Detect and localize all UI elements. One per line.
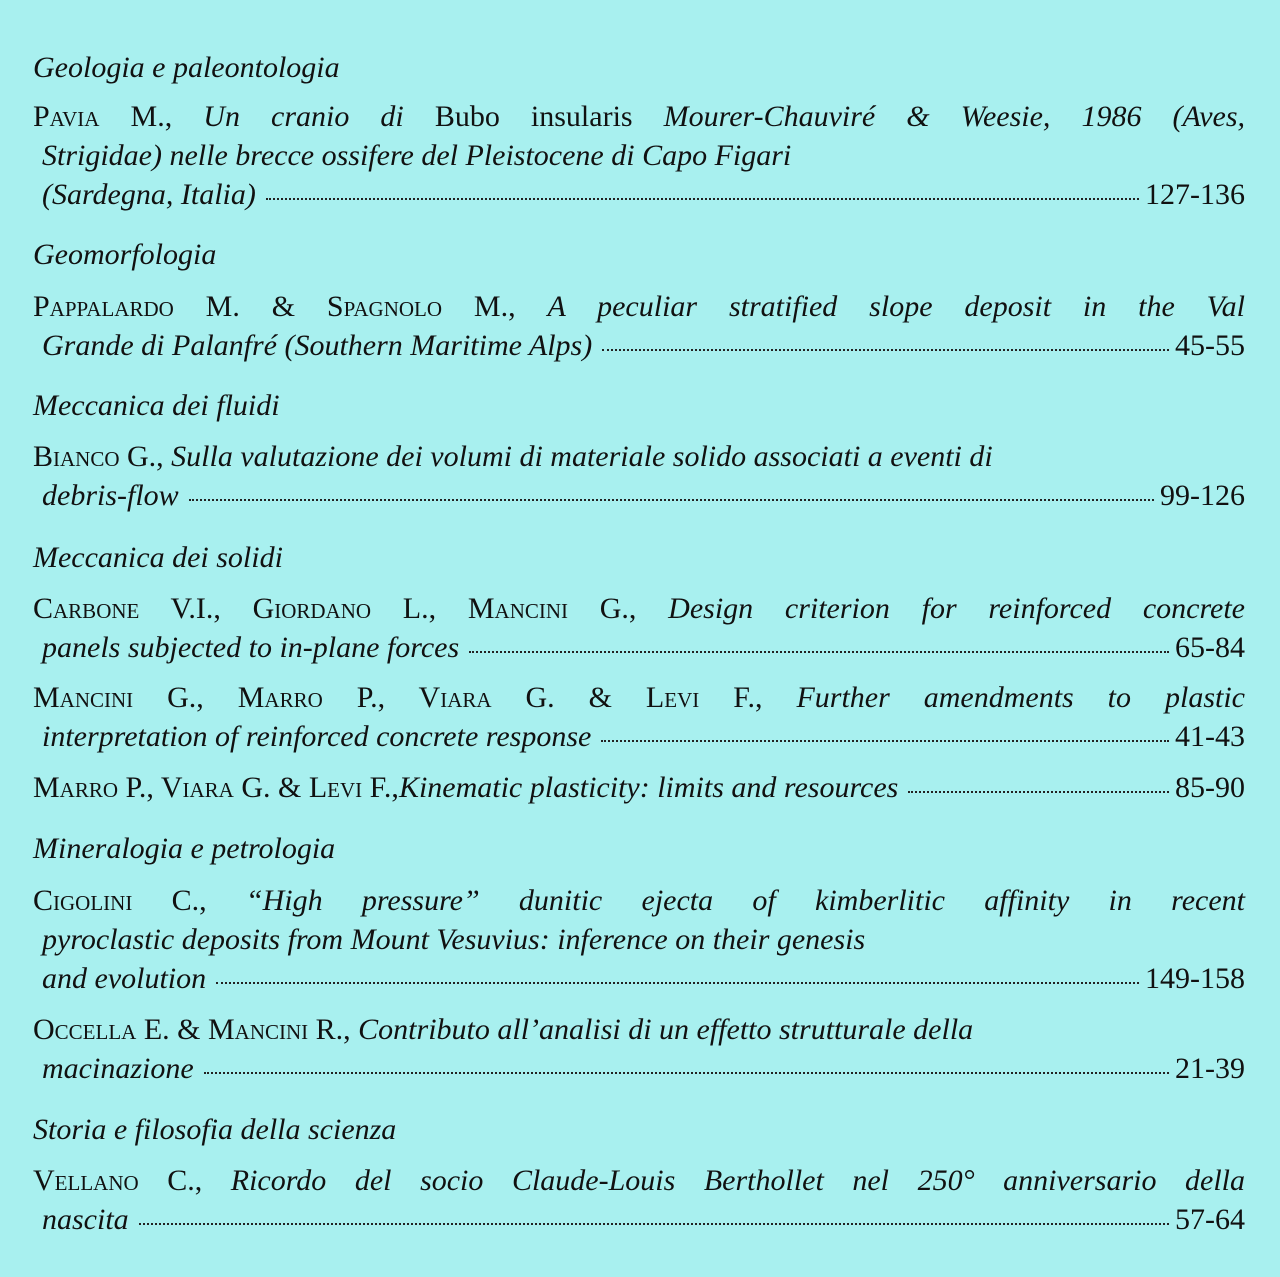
entry-line: debris-flow 99-126	[42, 479, 1245, 512]
section-heading: Meccanica dei solidi	[33, 541, 283, 574]
dot-leader	[216, 982, 1139, 984]
entry-line: Pavia M., Un cranio di Bubo insularis Mourer-Chauviré & Weesie, 1986 (Aves,	[33, 100, 1246, 133]
entry-line: Marro P., Viara G. & Levi F., Kinematic plasticity: limits and resources 85-90	[33, 771, 1245, 804]
dot-leader	[469, 651, 1169, 653]
section-heading: Mineralogia e petrologia	[33, 832, 336, 865]
entry-line: nascita 57-64	[42, 1203, 1245, 1236]
dot-leader	[908, 791, 1169, 793]
entry-line: interpretation of reinforced concrete response 41-43	[42, 720, 1245, 753]
entry-line: macinazione 21-39	[42, 1052, 1245, 1085]
entry-line: Vellano C., Ricordo del socio Claude-Louis Berthollet nel 250° anniversario della	[33, 1164, 1245, 1197]
entry-line: Bianco G., Sulla valutazione dei volumi di materiale solido associati a eventi di	[33, 440, 993, 473]
entry-line: and evolution 149-158	[42, 962, 1245, 995]
page-range: 149-158	[1145, 962, 1245, 995]
entry-line: Cigolini C., “High pressure” dunitic ejecta of kimberlitic affinity in recent	[33, 884, 1246, 917]
section-heading: Geologia e paleontologia	[33, 51, 340, 84]
section-heading: Geomorfologia	[33, 238, 217, 271]
page-range: 57-64	[1175, 1203, 1245, 1236]
page-range: 45-55	[1175, 329, 1245, 362]
dot-leader	[139, 1223, 1169, 1225]
section-heading: Meccanica dei fluidi	[33, 389, 280, 422]
section-heading: Storia e filosofia della scienza	[33, 1113, 397, 1146]
page-range: 21-39	[1175, 1052, 1245, 1085]
page-range: 41-43	[1175, 720, 1245, 753]
entry-line: Strigidae) nelle brecce ossifere del Pleistocene di Capo Figari	[42, 139, 792, 172]
entry-line: pyroclastic deposits from Mount Vesuvius: inference on their genesis	[42, 923, 866, 956]
dot-leader	[601, 740, 1169, 742]
dot-leader	[204, 1072, 1169, 1074]
entry-line: Grande di Palanfré (Southern Maritime Alps) 45-55	[42, 329, 1245, 362]
dot-leader	[602, 349, 1169, 351]
entry-line: Carbone V.I., Giordano L., Mancini G., Design criterion for reinforced concrete	[33, 592, 1245, 625]
entry-line: Mancini G., Marro P., Viara G. & Levi F., Further amendments to plastic	[33, 681, 1245, 714]
entry-line: panels subjected to in-plane forces 65-84	[42, 631, 1245, 664]
page-range: 99-126	[1160, 479, 1245, 512]
entry-line: Occella E. & Mancini R., Contributo all’analisi di un effetto strutturale della	[33, 1013, 974, 1046]
entry-line: (Sardegna, Italia) 127-136	[42, 178, 1245, 211]
entry-line: Pappalardo M. & Spagnolo M., A peculiar stratified slope deposit in the Val	[33, 290, 1245, 323]
page-range: 85-90	[1175, 771, 1245, 804]
page-range: 65-84	[1175, 631, 1245, 664]
dot-leader	[266, 198, 1139, 200]
page-range: 127-136	[1145, 178, 1245, 211]
dot-leader	[189, 499, 1154, 501]
